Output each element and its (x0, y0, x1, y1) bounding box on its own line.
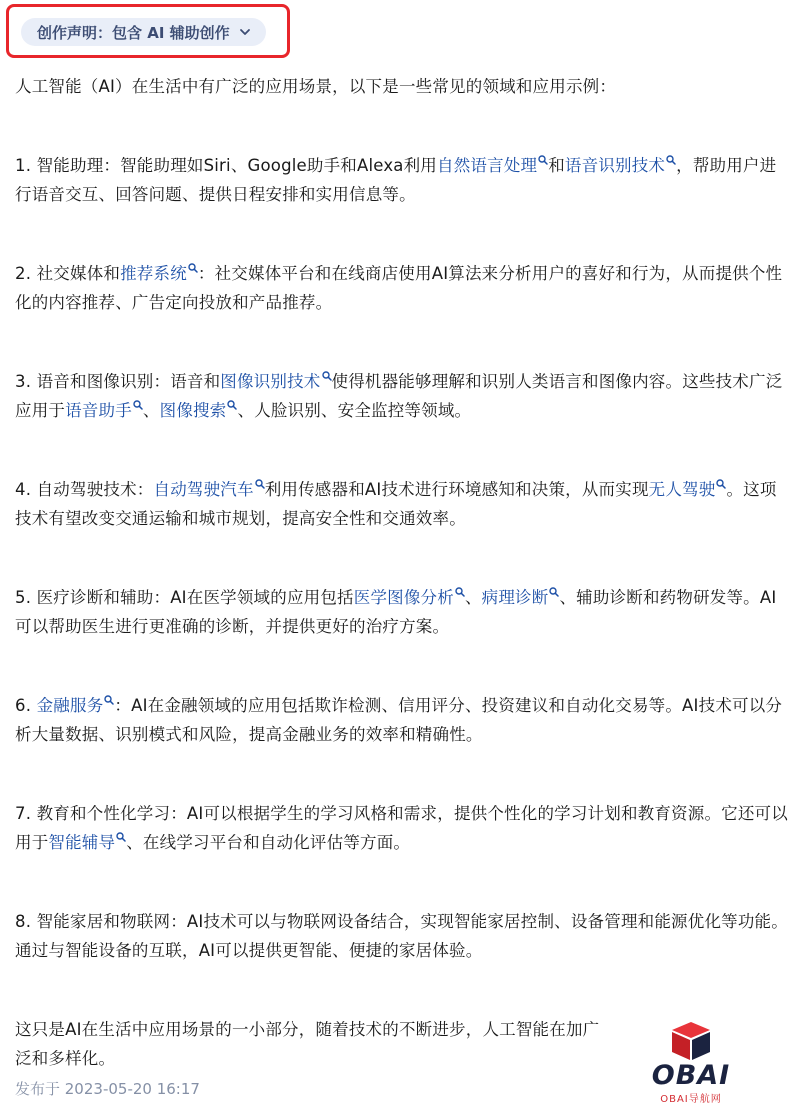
text-segment: 1. 智能助理：智能助理如Siri、Google助手和Alexa利用 (15, 156, 438, 175)
text-segment: 6. (15, 696, 37, 715)
keyword-label: 图像搜索 (159, 401, 227, 420)
keyword-search-link[interactable] (48, 833, 126, 852)
publish-time: 发布于 2023-05-20 16:17 (15, 1080, 200, 1098)
search-icon (255, 479, 265, 489)
keyword-search-link[interactable] (37, 696, 115, 715)
text-segment: 、在线学习平台和自动化评估等方面。 (126, 833, 411, 852)
search-icon (188, 263, 198, 273)
declaration-highlight-box (6, 4, 290, 58)
list-item (15, 151, 790, 209)
search-icon (455, 587, 465, 597)
search-icon (666, 155, 676, 165)
keyword-label: 语音识别技术 (564, 156, 666, 175)
text-segment: 和 (548, 156, 565, 175)
text-segment: 5. 医疗诊断和辅助：AI在医学领域的应用包括 (15, 588, 354, 607)
list-items (15, 151, 790, 965)
search-icon (322, 371, 332, 381)
list-item (15, 475, 790, 533)
text-segment: 。这项技术有望改变交通运输和城市规划，提高安全性和交通效率。 (15, 480, 777, 528)
intro-paragraph: 人工智能（AI）在生活中有广泛的应用场景，以下是一些常见的领域和应用示例： (15, 77, 617, 96)
text-segment: 、人脸识别、安全监控等领域。 (237, 401, 472, 420)
declaration-label: 创作声明：包含 AI 辅助创作 (37, 23, 230, 42)
answer-content (15, 72, 790, 1073)
text-segment: 利用传感器和AI技术进行环境感知和决策，从而实现 (264, 480, 649, 499)
search-icon (133, 400, 143, 410)
keyword-label: 推荐系统 (120, 264, 187, 283)
cube-logo-icon (650, 1020, 732, 1064)
list-item (15, 691, 790, 749)
keyword-label: 智能辅导 (48, 833, 116, 852)
keyword-search-link[interactable] (649, 480, 727, 499)
watermark-subtext: OBAI导航网 (660, 1094, 722, 1105)
keyword-label: 无人驾驶 (648, 480, 716, 499)
text-segment: ：AI在金融领域的应用包括欺诈检测、信用评分、投资建议和自动化交易等。AI技术可以分析大量数据、识别模式和风险，提高金融业务的效率和精确性。 (15, 696, 783, 744)
list-item (15, 583, 790, 641)
text-segment: ：社交媒体平台和在线商店使用AI算法来分析用户的喜好和行为，从而提供个性化的内容推荐、广告定向投放和产品推荐。 (15, 264, 783, 312)
watermark-text: OBAI (651, 1060, 731, 1091)
text-segment: 、辅助诊断和药物研发等。AI可以帮助医生进行更准确的诊断，并提供更好的治疗方案。 (15, 588, 777, 636)
keyword-label: 自然语言处理 (437, 156, 538, 175)
search-icon (538, 155, 548, 165)
text-segment: 3. 语音和图像识别：语音和 (15, 372, 221, 391)
text-segment: 、 (464, 588, 482, 607)
keyword-label: 自动驾驶汽车 (153, 480, 254, 499)
text-segment: 、 (142, 401, 160, 420)
keyword-label: 金融服务 (36, 696, 104, 715)
closing-paragraph: 这只是AI在生活中应用场景的一小部分，随着技术的不断进步，人工智能在加广泛和多样化。 (15, 1020, 600, 1068)
ai-declaration-button[interactable] (21, 18, 266, 46)
keyword-search-link[interactable] (160, 401, 238, 420)
list-item (15, 259, 790, 317)
search-icon (104, 695, 114, 705)
keyword-search-link[interactable] (120, 264, 198, 283)
search-icon (549, 587, 559, 597)
text-segment: 7. 教育和个性化学习：AI可以根据学生的学习风格和需求，提供个性化的学习计划和教育资源。它还可以用于 (15, 804, 788, 852)
keyword-search-link[interactable] (437, 156, 548, 175)
keyword-search-link[interactable] (482, 588, 560, 607)
search-icon (227, 400, 237, 410)
keyword-label: 病理诊断 (481, 588, 549, 607)
keyword-label: 图像识别技术 (220, 372, 321, 391)
keyword-label: 医学图像分析 (353, 588, 454, 607)
chevron-down-icon (238, 25, 252, 39)
list-item (15, 907, 790, 965)
keyword-search-link[interactable] (565, 156, 676, 175)
keyword-search-link[interactable] (65, 401, 143, 420)
search-icon (716, 479, 726, 489)
text-segment: 使得机器能够理解和识别人类语言和图像内容。这些技术广泛应用于 (15, 372, 783, 420)
keyword-label: 语音助手 (65, 401, 132, 420)
keyword-search-link[interactable] (354, 588, 465, 607)
text-segment: ，帮助用户进行语音交互、回答问题、提供日程安排和实用信息等。 (15, 156, 777, 204)
search-icon (116, 832, 126, 842)
list-item (15, 367, 790, 425)
watermark-logo (650, 1020, 732, 1104)
keyword-search-link[interactable] (220, 372, 331, 391)
keyword-search-link[interactable] (154, 480, 265, 499)
text-segment: 4. 自动驾驶技术： (15, 480, 154, 499)
text-segment: 2. 社交媒体和 (15, 264, 121, 283)
text-segment: 8. 智能家居和物联网：AI技术可以与物联网设备结合，实现智能家居控制、设备管理和能源优化等功能。通过与智能设备的互联，AI可以提供更智能、便捷的家居体验。 (15, 912, 788, 960)
list-item (15, 799, 790, 857)
